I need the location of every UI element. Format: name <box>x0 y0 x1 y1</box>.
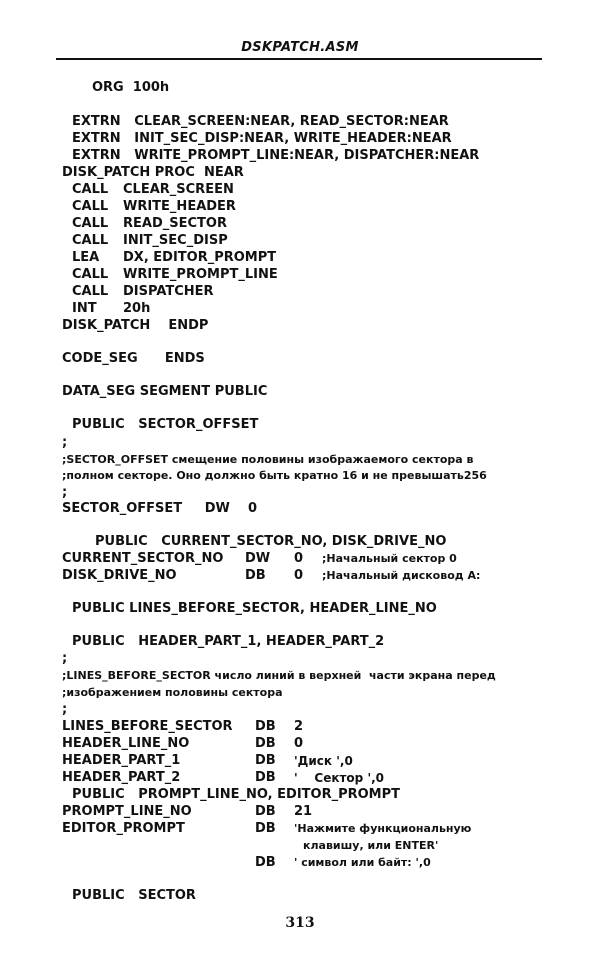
code-line: PUBLIC CURRENT_SECTOR_NO, DISK_DRIVE_NO <box>95 534 447 549</box>
code-line: ; <box>62 485 68 500</box>
code-line: ;SECTOR_OFFSET смещение половины изображаемого сектора в <box>62 453 474 466</box>
code-line: ;LINES_BEFORE_SECTOR число линий в верхней части экрана перед <box>62 669 496 682</box>
code-line: PUBLIC HEADER_PART_1, HEADER_PART_2 <box>72 634 385 649</box>
code-line: ; <box>62 702 68 717</box>
code-line: ; <box>62 651 68 666</box>
code-line: DISK_PATCH ENDP <box>62 318 209 333</box>
code-line: CALL INIT_SEC_DISP <box>72 233 228 248</box>
code-line: DISK_PATCH PROC NEAR <box>62 165 244 180</box>
code-line: LINES_BEFORE_SECTOR DB 2 <box>62 719 304 734</box>
code-line: PROMPT_LINE_NO DB 21 <box>62 804 313 819</box>
code-line: ;полном секторе. Оно должно быть кратно 16 и не превышать256 <box>62 469 487 482</box>
code-line: HEADER_LINE_NO DB 0 <box>62 736 304 751</box>
code-line: INT 20h <box>72 301 151 316</box>
code-line: LEA DX, EDITOR_PROMPT <box>72 250 277 265</box>
page-header: DSKPATCH.ASM <box>241 40 359 55</box>
code-line: CALL CLEAR_SCREEN <box>72 182 234 197</box>
code-line: CALL READ_SECTOR <box>72 216 227 231</box>
code-line: PUBLIC SECTOR <box>72 888 196 903</box>
code-line: PUBLIC SECTOR_OFFSET <box>72 417 259 432</box>
code-line: DB ' символ или байт: ',0 <box>255 855 431 870</box>
code-line: CALL WRITE_HEADER <box>72 199 236 214</box>
code-line: клавишу, или ENTER' <box>303 839 439 852</box>
code-line: HEADER_PART_2 DB ' Сектор ',0 <box>62 770 385 785</box>
code-line: CODE_SEG ENDS <box>62 351 205 366</box>
code-line: SECTOR_OFFSET DW 0 <box>62 501 258 516</box>
code-line: EXTRN WRITE_PROMPT_LINE:NEAR, DISPATCHER:NEAR <box>72 148 480 163</box>
code-line: DATA_SEG SEGMENT PUBLIC <box>62 384 268 399</box>
code-line: PUBLIC PROMPT_LINE_NO, EDITOR_PROMPT <box>72 787 401 802</box>
code-line: ;изображением половины сектора <box>62 686 283 699</box>
code-line: EXTRN CLEAR_SCREEN:NEAR, READ_SECTOR:NEAR <box>72 114 449 129</box>
code-line: CALL WRITE_PROMPT_LINE <box>72 267 278 282</box>
code-line: CURRENT_SECTOR_NO DW 0 ;Начальный сектор 0 <box>62 551 457 566</box>
code-line: ; <box>62 435 68 450</box>
page-number: 313 <box>285 915 315 931</box>
code-line: CALL DISPATCHER <box>72 284 214 299</box>
code-line: EXTRN INIT_SEC_DISP:NEAR, WRITE_HEADER:NEAR <box>72 131 452 146</box>
code-line: ORG 100h <box>92 80 170 95</box>
code-line: HEADER_PART_1 DB 'Диск ',0 <box>62 753 353 768</box>
code-line: DISK_DRIVE_NO DB 0 ;Начальный дисковод А: <box>62 568 481 583</box>
code-line: EDITOR_PROMPT DB 'Нажмите функциональную <box>62 821 472 836</box>
code-line: PUBLIC LINES_BEFORE_SECTOR, HEADER_LINE_NO <box>72 601 437 616</box>
